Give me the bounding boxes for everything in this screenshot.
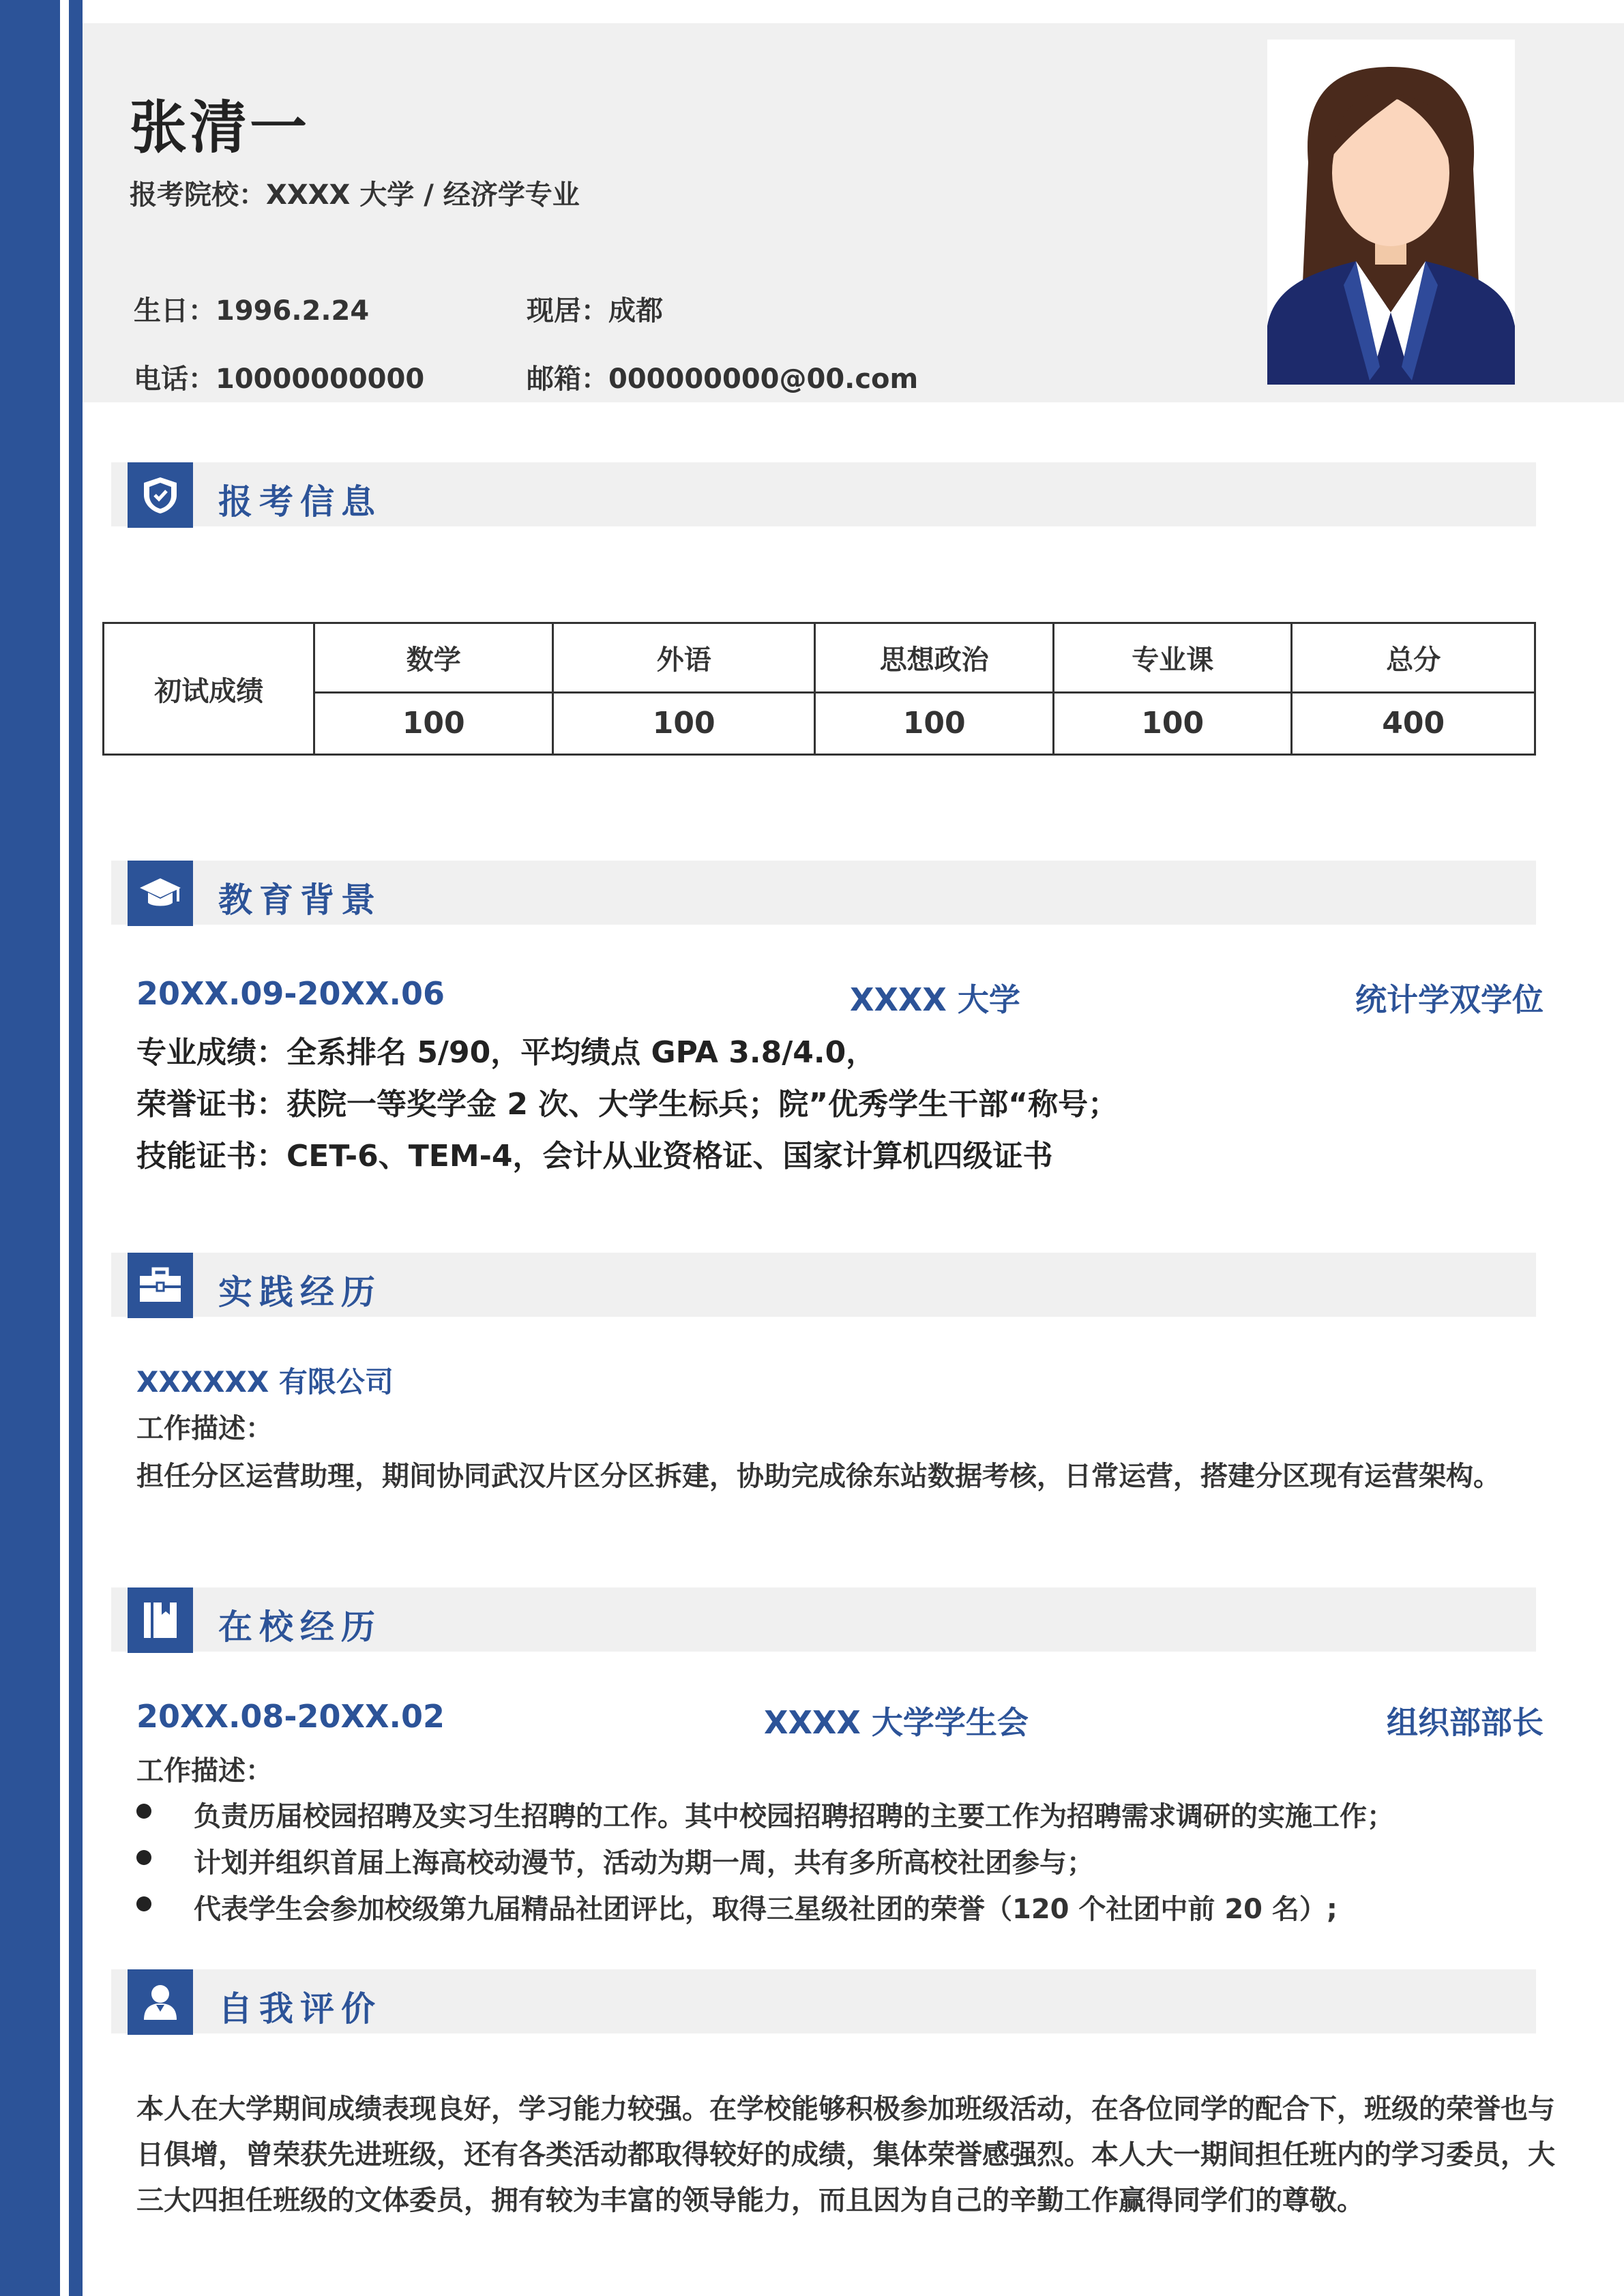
candidate-name: 张清一: [130, 94, 310, 161]
person-icon: [128, 1969, 193, 2035]
score-value-politics: 100: [815, 692, 1054, 754]
target-school: 报考院校：XXXX 大学 / 经济学专业: [130, 179, 580, 211]
book-icon: [128, 1587, 193, 1653]
section-title-self: 自我评价: [218, 1989, 382, 2029]
campus-desc-label: 工作描述：: [136, 1755, 273, 1787]
score-header-major: 专业课: [1053, 623, 1292, 693]
avatar: [1267, 40, 1515, 385]
left-accent-bar: [0, 0, 60, 2296]
bullet-icon: [136, 1896, 151, 1911]
education-degree: 统计学双学位: [1355, 981, 1544, 1018]
education-school: XXXX 大学: [850, 981, 1020, 1018]
section-title-campus: 在校经历: [218, 1607, 382, 1647]
campus-period: 20XX.08-20XX.02: [136, 1698, 445, 1735]
score-header-math: 数学: [314, 623, 553, 693]
residence: 现居：成都: [527, 295, 663, 327]
education-line-skills: 技能证书：CET-6、TEM-4，会计从业资格证、国家计算机四级证书: [136, 1139, 1053, 1174]
education-period: 20XX.09-20XX.06: [136, 975, 445, 1012]
score-header-language: 外语: [553, 623, 815, 693]
score-value-math: 100: [314, 692, 553, 754]
campus-role: 组织部部长: [1387, 1704, 1544, 1741]
campus-item: 代表学生会参加校级第九届精品社团评比，取得三星级社团的荣誉（120 个社团中前 20 名）;: [194, 1894, 1338, 1925]
campus-item: 计划并组织首届上海高校动漫节，活动为期一周，共有多所高校社团参与；: [194, 1847, 1094, 1879]
score-value-major: 100: [1053, 692, 1292, 754]
section-title-education: 教育背景: [218, 880, 382, 920]
shield-icon: [128, 462, 193, 528]
exam-score-table: [102, 622, 1536, 756]
score-header-politics: 思想政治: [815, 623, 1054, 693]
self-evaluation-text: 本人在大学期间成绩表现良好，学习能力较强。在学校能够积极参加班级活动，在各位同学的配合下，班级的荣誉也与日俱增，曾荣获先进班级，还有各类活动都取得较好的成绩，集体荣誉感强烈。本人大一期间担任班内的学习委员，大三大四担任班级的文体委员，拥有较为丰富的领导能力，而且因为自己的辛勤工作赢得同学们的尊敬。: [136, 2093, 1555, 2216]
practice-desc-label: 工作描述：: [136, 1413, 273, 1444]
score-value-language: 100: [553, 692, 815, 754]
score-header-total: 总分: [1292, 623, 1535, 693]
left-accent-line: [69, 0, 83, 2296]
practice-desc: 担任分区运营助理，期间协同武汉片区分区拆建，协助完成徐东站数据考核，日常运营，搭建分区现有运营架构。: [136, 1461, 1501, 1492]
score-value-total: 400: [1292, 692, 1535, 754]
birthday: 生日：1996.2.24: [134, 295, 370, 327]
phone: 电话：10000000000: [134, 363, 425, 395]
education-line-grades: 专业成绩：全系排名 5/90，平均绩点 GPA 3.8/4.0，: [136, 1035, 876, 1070]
briefcase-icon: [128, 1253, 193, 1318]
bullet-icon: [136, 1804, 151, 1819]
graduation-cap-icon: [128, 861, 193, 926]
campus-item: 负责历届校园招聘及实习生招聘的工作。其中校园招聘招聘的主要工作为招聘需求调研的实施工作；: [194, 1801, 1394, 1832]
email: 邮箱：000000000@00.com: [527, 363, 919, 395]
education-line-honors: 荣誉证书：获院一等奖学金 2 次、大学生标兵；院”优秀学生干部“称号；: [136, 1087, 1119, 1122]
practice-company: XXXXXX 有限公司: [136, 1365, 394, 1399]
bullet-icon: [136, 1850, 151, 1865]
campus-org: XXXX 大学学生会: [764, 1704, 1029, 1741]
section-title-practice: 实践经历: [218, 1272, 382, 1312]
section-title-exam: 报考信息: [218, 482, 382, 522]
score-row-label: 初试成绩: [104, 623, 314, 755]
